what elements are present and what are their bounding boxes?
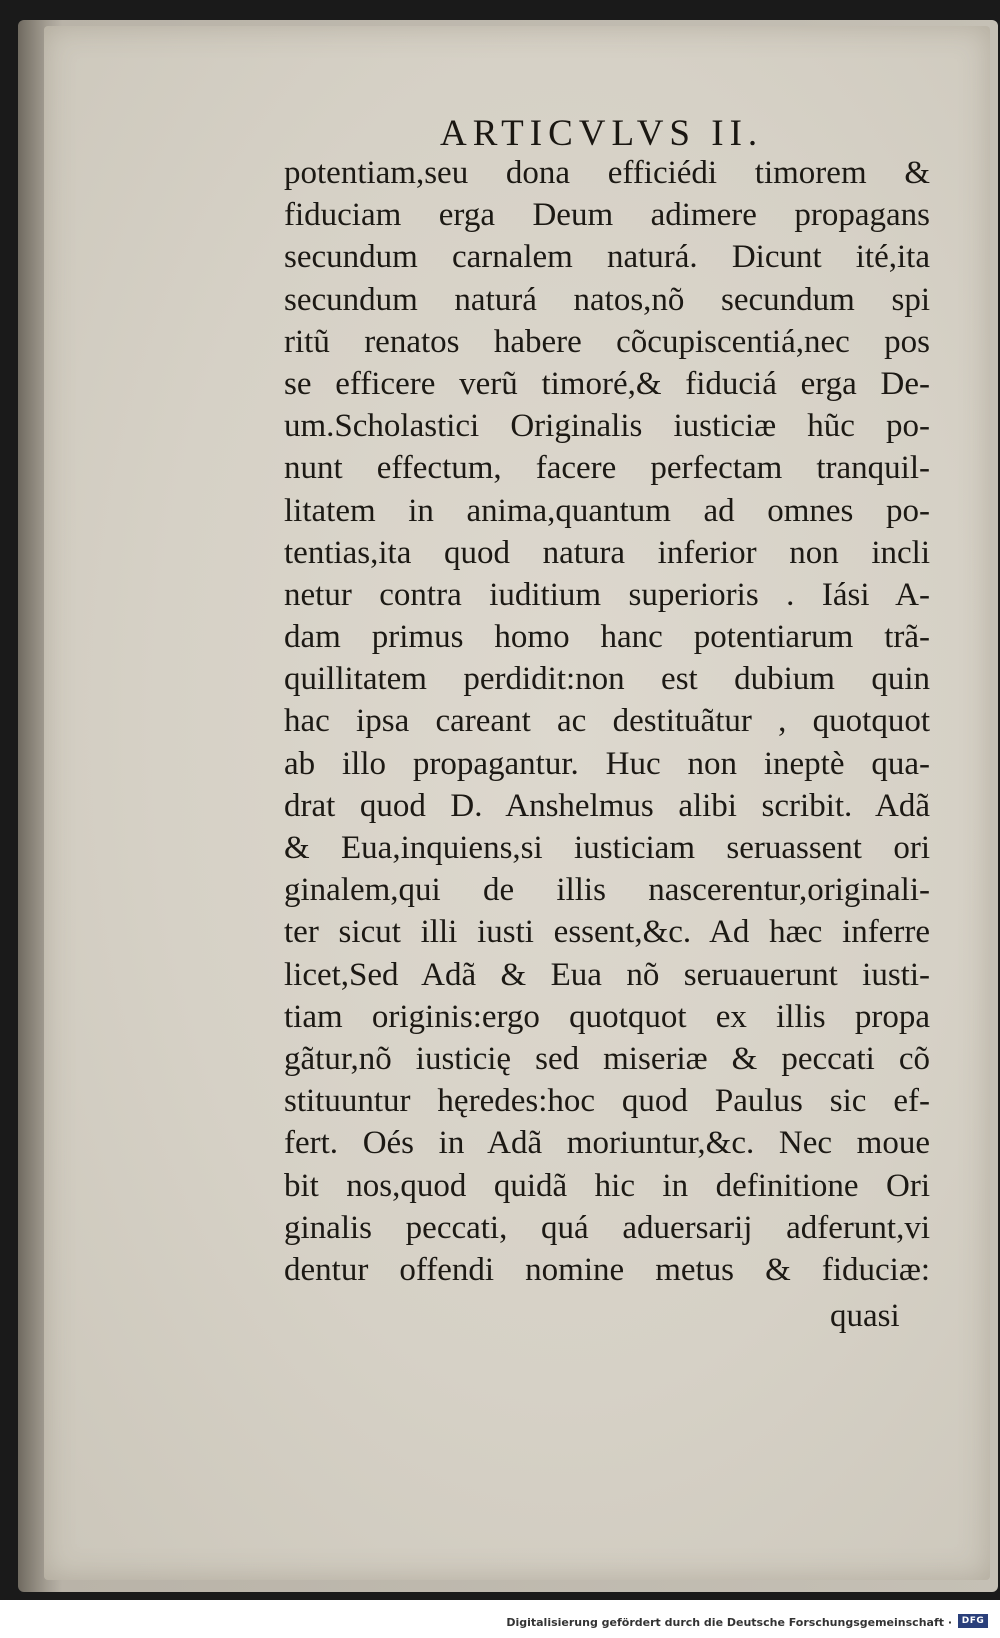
text-line: licet,Sed Adã & Eua nõ seruauerunt iusti- (284, 956, 930, 993)
text-line: litatem in anima,quantum ad omnes po- (284, 492, 930, 529)
text-line: secundum naturá natos,nõ secundum spi (284, 281, 930, 318)
text-line: hac ipsa careant ac destituãtur , quotquot (284, 703, 930, 740)
text-line: drat quod D. Anshelmus alibi scribit. Adã (284, 787, 930, 824)
text-line: ginalem,qui de illis nascerentur,originali- (284, 872, 930, 909)
text-line: se efficere verũ timoré,& fiduciá erga De- (284, 365, 930, 402)
text-line: ab illo propagantur. Huc non ineptè qua- (284, 745, 930, 782)
text-line: dam primus homo hanc potentiarum trã- (284, 619, 930, 656)
text-line: stituuntur hęredes:hoc quod Paulus sic ef- (284, 1083, 930, 1120)
text-line: potentiam,seu dona efficiédi timorem & (284, 155, 930, 191)
text-line: ginalis peccati, quá aduersarij adferunt,vi (284, 1209, 930, 1246)
catchword: quasi (830, 1298, 900, 1334)
text-line: netur contra iuditium superioris . Iási A- (284, 576, 930, 613)
text-line: um.Scholastici Originalis iusticiæ hũc po- (284, 408, 930, 445)
text-line: fert. Oés in Adã moriuntur,&c. Nec moue (284, 1125, 930, 1162)
dfg-logo: DFG (958, 1614, 988, 1628)
text-line: gãtur,nõ iusticię sed miseriæ & peccati cõ (284, 1040, 930, 1077)
text-line: fiduciam erga Deum adimere propagans (284, 197, 930, 234)
text-line: bit nos,quod quidã hic in definitione Ori (284, 1167, 930, 1204)
text-line: nunt effectum, facere perfectam tranquil- (284, 450, 930, 487)
running-head: ARTICVLVS II. (440, 113, 764, 154)
text-line: ritũ renatos habere cõcupiscentiá,nec pos (284, 323, 930, 360)
text-line: secundum carnalem naturá. Dicunt ité,ita (284, 239, 930, 276)
text-line: tiam originis:ergo quotquot ex illis propa (284, 998, 930, 1035)
text-line: ter sicut illi iusti essent,&c. Ad hæc inferre (284, 914, 930, 951)
digitization-credit: Digitalisierung gefördert durch die Deutsche Forschungsgemeinschaft · (506, 1616, 952, 1629)
text-block (284, 152, 930, 1291)
text-line: tentias,ita quod natura inferior non incli (284, 534, 930, 571)
text-line: dentur offendi nomine metus & fiduciæ: (284, 1251, 930, 1288)
text-line: quillitatem perdidit:non est dubium quin (284, 661, 930, 698)
text-line: & Eua,inquiens,si iusticiam seruassent ori (284, 830, 930, 866)
